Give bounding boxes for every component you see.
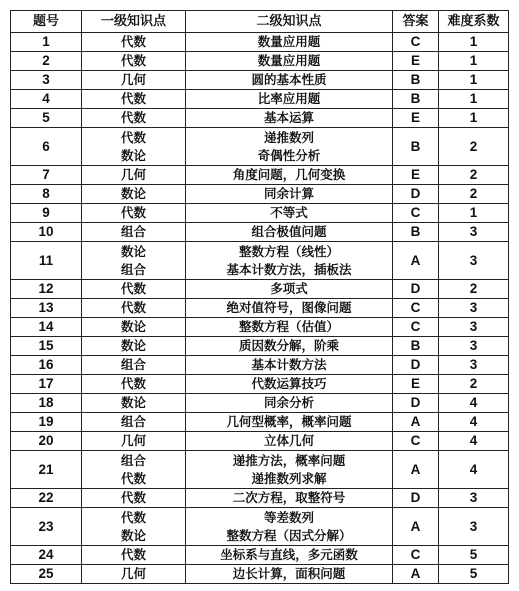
difficulty-cell: 3	[439, 356, 509, 375]
secondary-topic-cell	[186, 413, 393, 432]
primary-topic-cell	[82, 128, 186, 166]
answer-cell: C	[393, 432, 439, 451]
answer-cell: D	[393, 489, 439, 508]
question-number-cell: 5	[11, 109, 82, 128]
primary-topic-cell	[82, 451, 186, 489]
question-number-cell: 4	[11, 90, 82, 109]
primary-topic-cell	[82, 33, 186, 52]
table-row	[11, 128, 509, 166]
primary-topic-cell	[82, 109, 186, 128]
table-row	[11, 546, 509, 565]
primary-topic-cell	[82, 185, 186, 204]
secondary-topic-cell	[186, 489, 393, 508]
table-row	[11, 432, 509, 451]
question-number-cell: 22	[11, 489, 82, 508]
answer-cell: B	[393, 71, 439, 90]
secondary-topic-cell	[186, 280, 393, 299]
answer-cell: E	[393, 375, 439, 394]
answer-cell: D	[393, 185, 439, 204]
secondary-topic-text: 同余计算	[263, 186, 314, 201]
secondary-topic-text: 绝对值符号，图像问题	[226, 300, 352, 315]
primary-topic-cell	[82, 432, 186, 451]
table-row	[11, 204, 509, 223]
secondary-topic-cell	[186, 375, 393, 394]
difficulty-cell: 1	[439, 90, 509, 109]
secondary-topic-text: 比率应用题	[257, 91, 321, 106]
difficulty-cell: 1	[439, 71, 509, 90]
secondary-topic-text: 整数方程（线性）	[238, 243, 339, 259]
table-row	[11, 71, 509, 90]
primary-topic-cell	[82, 280, 186, 299]
secondary-topic-cell	[186, 356, 393, 375]
primary-topic-text: 代数	[120, 490, 146, 505]
question-number-cell: 14	[11, 318, 82, 337]
primary-topic-text: 代数	[120, 110, 146, 125]
primary-topic-text: 代数	[120, 53, 146, 68]
header-question-number: 题号	[11, 11, 82, 33]
primary-topic-text: 数论	[120, 338, 146, 353]
table-row	[11, 166, 509, 185]
table-row	[11, 318, 509, 337]
primary-topic-text: 组合	[120, 414, 146, 429]
primary-topic-cell	[82, 565, 186, 584]
table-row	[11, 90, 509, 109]
secondary-topic-text: 质因数分解，阶乘	[238, 338, 339, 353]
table-row	[11, 242, 509, 280]
header-answer: 答案	[393, 11, 439, 33]
secondary-topic-text: 整数方程（估值）	[238, 319, 339, 334]
table-row	[11, 508, 509, 546]
secondary-topic-cell	[186, 337, 393, 356]
primary-topic-cell	[82, 204, 186, 223]
table-row	[11, 33, 509, 52]
secondary-topic-text: 角度问题，几何变换	[232, 167, 346, 182]
secondary-topic-text: 代数运算技巧	[251, 376, 327, 391]
header-secondary-topic: 二级知识点	[186, 11, 393, 33]
secondary-topic-cell	[186, 242, 393, 280]
header-primary-topic: 一级知识点	[82, 11, 186, 33]
answer-cell: C	[393, 33, 439, 52]
secondary-topic-text: 边长计算，面积问题	[232, 566, 346, 581]
primary-topic-cell	[82, 71, 186, 90]
secondary-topic-cell	[186, 223, 393, 242]
secondary-topic-text: 组合极值问题	[251, 224, 327, 239]
secondary-topic-text: 二次方程，取整符号	[232, 490, 346, 505]
question-number-cell: 21	[11, 451, 82, 489]
secondary-topic-cell	[186, 394, 393, 413]
table-body	[11, 33, 509, 584]
answer-cell: E	[393, 166, 439, 185]
answer-key-table	[10, 10, 509, 584]
secondary-topic-text: 基本运算	[263, 110, 314, 125]
primary-topic-cell	[82, 508, 186, 546]
question-number-cell: 13	[11, 299, 82, 318]
primary-topic-cell	[82, 223, 186, 242]
difficulty-cell: 3	[439, 223, 509, 242]
answer-cell: D	[393, 356, 439, 375]
primary-topic-text: 几何	[120, 72, 146, 87]
difficulty-cell: 1	[439, 33, 509, 52]
secondary-topic-text: 整数方程（因式分解）	[226, 527, 352, 543]
primary-topic-text: 几何	[120, 566, 146, 581]
primary-topic-cell	[82, 489, 186, 508]
secondary-topic-text: 圆的基本性质	[251, 72, 327, 87]
difficulty-cell: 2	[439, 280, 509, 299]
primary-topic-text: 数论	[120, 147, 146, 163]
primary-topic-cell	[82, 337, 186, 356]
answer-cell: B	[393, 128, 439, 166]
secondary-topic-cell	[186, 52, 393, 71]
answer-cell: C	[393, 299, 439, 318]
secondary-topic-cell	[186, 299, 393, 318]
question-number-cell: 10	[11, 223, 82, 242]
difficulty-cell: 3	[439, 318, 509, 337]
question-number-cell: 6	[11, 128, 82, 166]
secondary-topic-text: 奇偶性分析	[257, 147, 321, 163]
secondary-topic-text: 立体几何	[263, 433, 314, 448]
secondary-topic-text: 等差数列	[263, 509, 314, 525]
difficulty-cell: 4	[439, 432, 509, 451]
primary-topic-text: 数论	[120, 319, 146, 334]
header-difficulty: 难度系数	[439, 11, 509, 33]
table-row	[11, 375, 509, 394]
difficulty-cell: 5	[439, 546, 509, 565]
answer-cell: A	[393, 451, 439, 489]
table-row	[11, 109, 509, 128]
primary-topic-cell	[82, 299, 186, 318]
secondary-topic-cell	[186, 90, 393, 109]
secondary-topic-text: 递推方法，概率问题	[232, 452, 346, 468]
answer-cell: A	[393, 242, 439, 280]
difficulty-cell: 3	[439, 508, 509, 546]
answer-cell: C	[393, 318, 439, 337]
primary-topic-text: 数论	[120, 243, 146, 259]
answer-cell: A	[393, 413, 439, 432]
question-number-cell: 18	[11, 394, 82, 413]
difficulty-cell: 2	[439, 375, 509, 394]
question-number-cell: 24	[11, 546, 82, 565]
difficulty-cell: 4	[439, 451, 509, 489]
primary-topic-text: 代数	[120, 509, 146, 525]
question-number-cell: 23	[11, 508, 82, 546]
primary-topic-text: 代数	[120, 34, 146, 49]
primary-topic-text: 几何	[120, 167, 146, 182]
difficulty-cell: 2	[439, 128, 509, 166]
answer-cell: A	[393, 565, 439, 584]
primary-topic-text: 代数	[120, 91, 146, 106]
difficulty-cell: 5	[439, 565, 509, 584]
difficulty-cell: 3	[439, 242, 509, 280]
secondary-topic-cell	[186, 508, 393, 546]
primary-topic-text: 代数	[120, 300, 146, 315]
difficulty-cell: 1	[439, 204, 509, 223]
secondary-topic-text: 基本计数方法	[251, 357, 327, 372]
primary-topic-text: 代数	[120, 470, 146, 486]
question-number-cell: 12	[11, 280, 82, 299]
primary-topic-text: 代数	[120, 547, 146, 562]
primary-topic-cell	[82, 356, 186, 375]
secondary-topic-text: 递推数列	[263, 129, 314, 145]
primary-topic-text: 代数	[120, 376, 146, 391]
question-number-cell: 3	[11, 71, 82, 90]
secondary-topic-cell	[186, 546, 393, 565]
question-number-cell: 20	[11, 432, 82, 451]
difficulty-cell: 2	[439, 166, 509, 185]
table-row	[11, 565, 509, 584]
primary-topic-text: 组合	[120, 452, 146, 468]
secondary-topic-text: 数量应用题	[257, 34, 321, 49]
header-row	[11, 11, 509, 33]
secondary-topic-cell	[186, 71, 393, 90]
secondary-topic-cell	[186, 432, 393, 451]
primary-topic-text: 代数	[120, 281, 146, 296]
table-row	[11, 299, 509, 318]
difficulty-cell: 1	[439, 109, 509, 128]
secondary-topic-cell	[186, 166, 393, 185]
question-number-cell: 7	[11, 166, 82, 185]
primary-topic-text: 代数	[120, 129, 146, 145]
question-number-cell: 1	[11, 33, 82, 52]
difficulty-cell: 3	[439, 489, 509, 508]
table-row	[11, 52, 509, 71]
table-row	[11, 356, 509, 375]
difficulty-cell: 4	[439, 413, 509, 432]
answer-cell: C	[393, 204, 439, 223]
question-number-cell: 11	[11, 242, 82, 280]
question-number-cell: 8	[11, 185, 82, 204]
secondary-topic-text: 不等式	[270, 205, 308, 220]
table-row	[11, 280, 509, 299]
secondary-topic-text: 基本计数方法，插板法	[226, 261, 352, 277]
difficulty-cell: 2	[439, 185, 509, 204]
secondary-topic-cell	[186, 128, 393, 166]
primary-topic-cell	[82, 166, 186, 185]
primary-topic-text: 数论	[120, 395, 146, 410]
table-row	[11, 337, 509, 356]
difficulty-cell: 4	[439, 394, 509, 413]
difficulty-cell: 1	[439, 52, 509, 71]
primary-topic-text: 数论	[120, 527, 146, 543]
answer-cell: E	[393, 52, 439, 71]
secondary-topic-cell	[186, 109, 393, 128]
question-number-cell: 17	[11, 375, 82, 394]
answer-cell: E	[393, 109, 439, 128]
answer-cell: A	[393, 508, 439, 546]
primary-topic-text: 代数	[120, 205, 146, 220]
primary-topic-text: 组合	[120, 357, 146, 372]
question-number-cell: 9	[11, 204, 82, 223]
primary-topic-text: 组合	[120, 224, 146, 239]
secondary-topic-text: 数量应用题	[257, 53, 321, 68]
secondary-topic-text: 几何型概率，概率问题	[226, 414, 352, 429]
primary-topic-text: 组合	[120, 261, 146, 277]
primary-topic-text: 几何	[120, 433, 146, 448]
question-number-cell: 19	[11, 413, 82, 432]
question-number-cell: 16	[11, 356, 82, 375]
secondary-topic-text: 同余分析	[263, 395, 314, 410]
question-number-cell: 15	[11, 337, 82, 356]
secondary-topic-cell	[186, 33, 393, 52]
table-row	[11, 185, 509, 204]
question-number-cell: 2	[11, 52, 82, 71]
answer-cell: B	[393, 223, 439, 242]
secondary-topic-cell	[186, 451, 393, 489]
secondary-topic-cell	[186, 185, 393, 204]
table-row	[11, 489, 509, 508]
secondary-topic-text: 递推数列求解	[251, 470, 327, 486]
answer-cell: D	[393, 394, 439, 413]
secondary-topic-cell	[186, 318, 393, 337]
answer-cell: D	[393, 280, 439, 299]
table-row	[11, 394, 509, 413]
primary-topic-cell	[82, 242, 186, 280]
difficulty-cell: 3	[439, 299, 509, 318]
primary-topic-cell	[82, 375, 186, 394]
secondary-topic-cell	[186, 565, 393, 584]
difficulty-cell: 3	[439, 337, 509, 356]
answer-cell: C	[393, 546, 439, 565]
primary-topic-cell	[82, 394, 186, 413]
primary-topic-cell	[82, 413, 186, 432]
answer-cell: B	[393, 337, 439, 356]
table-row	[11, 451, 509, 489]
question-number-cell: 25	[11, 565, 82, 584]
primary-topic-cell	[82, 52, 186, 71]
table-row	[11, 223, 509, 242]
secondary-topic-text: 坐标系与直线，多元函数	[220, 547, 358, 562]
primary-topic-cell	[82, 546, 186, 565]
secondary-topic-cell	[186, 204, 393, 223]
primary-topic-cell	[82, 90, 186, 109]
primary-topic-text: 数论	[120, 186, 146, 201]
primary-topic-cell	[82, 318, 186, 337]
answer-cell: B	[393, 90, 439, 109]
table-row	[11, 413, 509, 432]
secondary-topic-text: 多项式	[270, 281, 308, 296]
